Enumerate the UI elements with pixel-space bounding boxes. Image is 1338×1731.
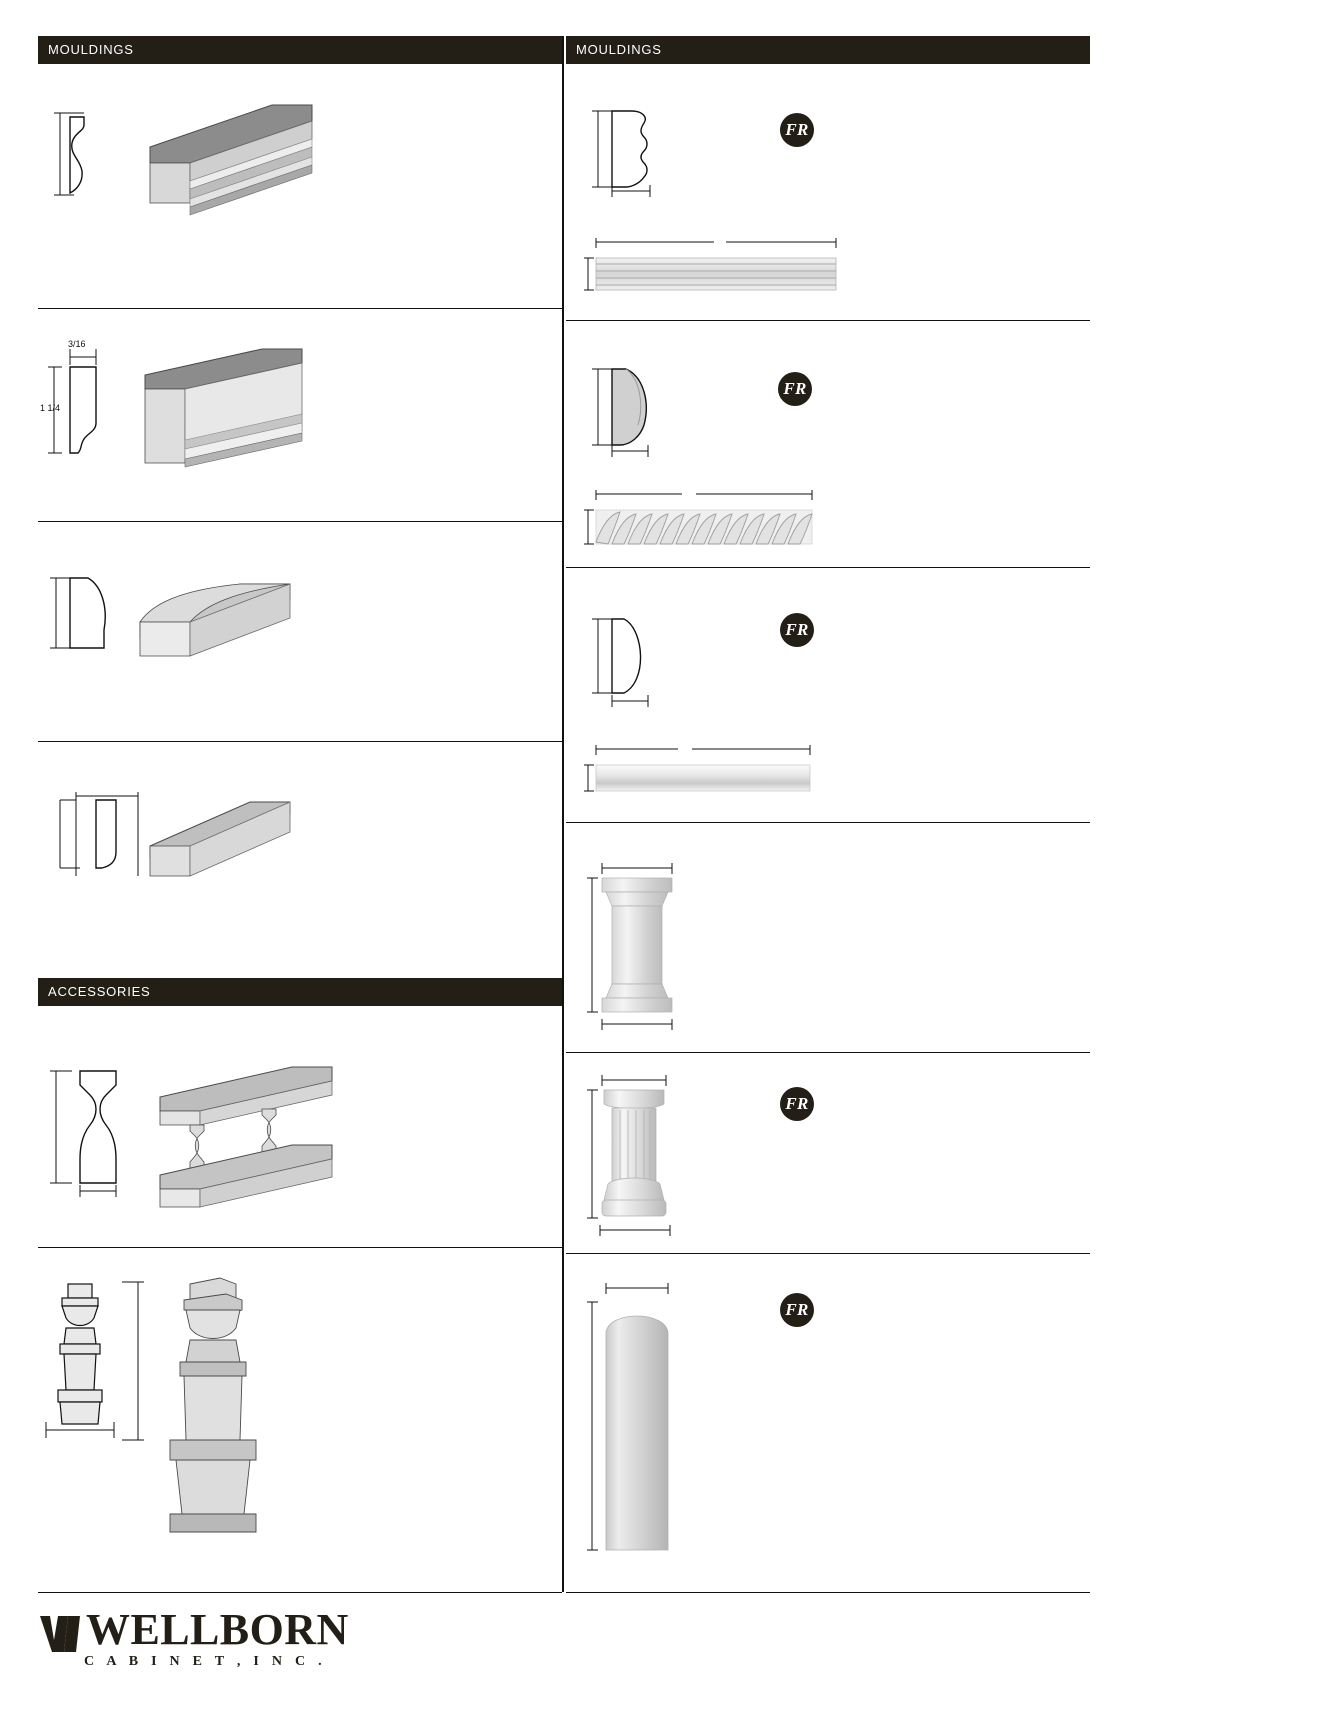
half-round-sample (586, 745, 826, 805)
spindle-gallery-3d (160, 1067, 332, 1207)
fr-badge: FR (780, 113, 814, 147)
rounded-pilaster-figure (586, 1278, 786, 1568)
turned-post-figure (30, 1270, 310, 1580)
fr-badge: FR (780, 613, 814, 647)
right-row-2-profile (586, 355, 866, 465)
dimension-label-height: 1 1/4 (40, 403, 61, 413)
fr-badge: FR (780, 1087, 814, 1121)
left-row-6-turned-post (30, 1270, 310, 1580)
fr-badge: FR (780, 1293, 814, 1327)
light-rail-figure (40, 335, 360, 485)
column-base-figure (586, 860, 786, 1040)
left-row-5-spindle-gallery (40, 1055, 380, 1225)
bullnose-figure (40, 560, 340, 690)
right-row-4-column-base (586, 860, 786, 1040)
left-row-2-light-rail (40, 335, 360, 485)
rope-profile-figure (586, 355, 866, 465)
row-separator (566, 567, 1090, 568)
right-row-1-profile (586, 95, 866, 205)
section-header-accessories (38, 978, 562, 1006)
right-row-6-rounded-pilaster (586, 1278, 786, 1568)
right-row-3-profile (586, 605, 866, 715)
left-row-4-flat-batten (40, 780, 340, 900)
crown-moulding-figure (40, 95, 340, 225)
half-round-profile-figure (586, 605, 866, 715)
right-row-2-sample (586, 490, 826, 560)
fluted-capital-figure (586, 1072, 786, 1242)
section-header-label: MOULDINGS (48, 42, 134, 57)
row-separator (38, 741, 562, 742)
bullnose-3d (140, 584, 290, 656)
brand-subtitle: C A B I N E T , I N C . (84, 1654, 327, 1669)
left-row-1-crown-moulding (40, 95, 340, 225)
left-row-3-bullnose (40, 560, 340, 690)
row-separator (566, 320, 1090, 321)
brand-name: WELLBORN (86, 1605, 349, 1654)
right-row-3-sample (586, 745, 826, 805)
section-header-label: ACCESSORIES (48, 984, 151, 999)
fluted-profile-figure (586, 95, 866, 205)
turned-post-silhouette (58, 1284, 102, 1424)
right-row-1-sample (586, 238, 846, 308)
flat-batten-3d (150, 802, 290, 876)
rope-moulding-sample (586, 490, 826, 560)
row-separator (38, 521, 562, 522)
turned-post-3d (170, 1278, 256, 1532)
right-row-5-fluted-capital (586, 1072, 786, 1242)
section-header-mouldings-right (566, 36, 1090, 64)
crown-moulding-3d (150, 105, 312, 215)
wellborn-w-mark (38, 1612, 82, 1656)
section-header-mouldings-left (38, 36, 562, 64)
row-separator (38, 1592, 562, 1593)
column-divider (562, 36, 564, 1592)
brand-logo (38, 1605, 358, 1670)
row-separator (566, 822, 1090, 823)
dimension-label-width: 3/16 (68, 339, 86, 349)
section-header-label: MOULDINGS (576, 42, 662, 57)
row-separator (38, 1247, 562, 1248)
fluted-moulding-sample (586, 238, 846, 308)
row-separator (38, 308, 562, 309)
light-rail-3d (145, 349, 302, 467)
row-separator (566, 1052, 1090, 1053)
flat-batten-figure (40, 780, 340, 900)
spindle-gallery-figure (40, 1055, 380, 1225)
row-separator (566, 1592, 1090, 1593)
row-separator (566, 1253, 1090, 1254)
fr-badge: FR (778, 372, 812, 406)
